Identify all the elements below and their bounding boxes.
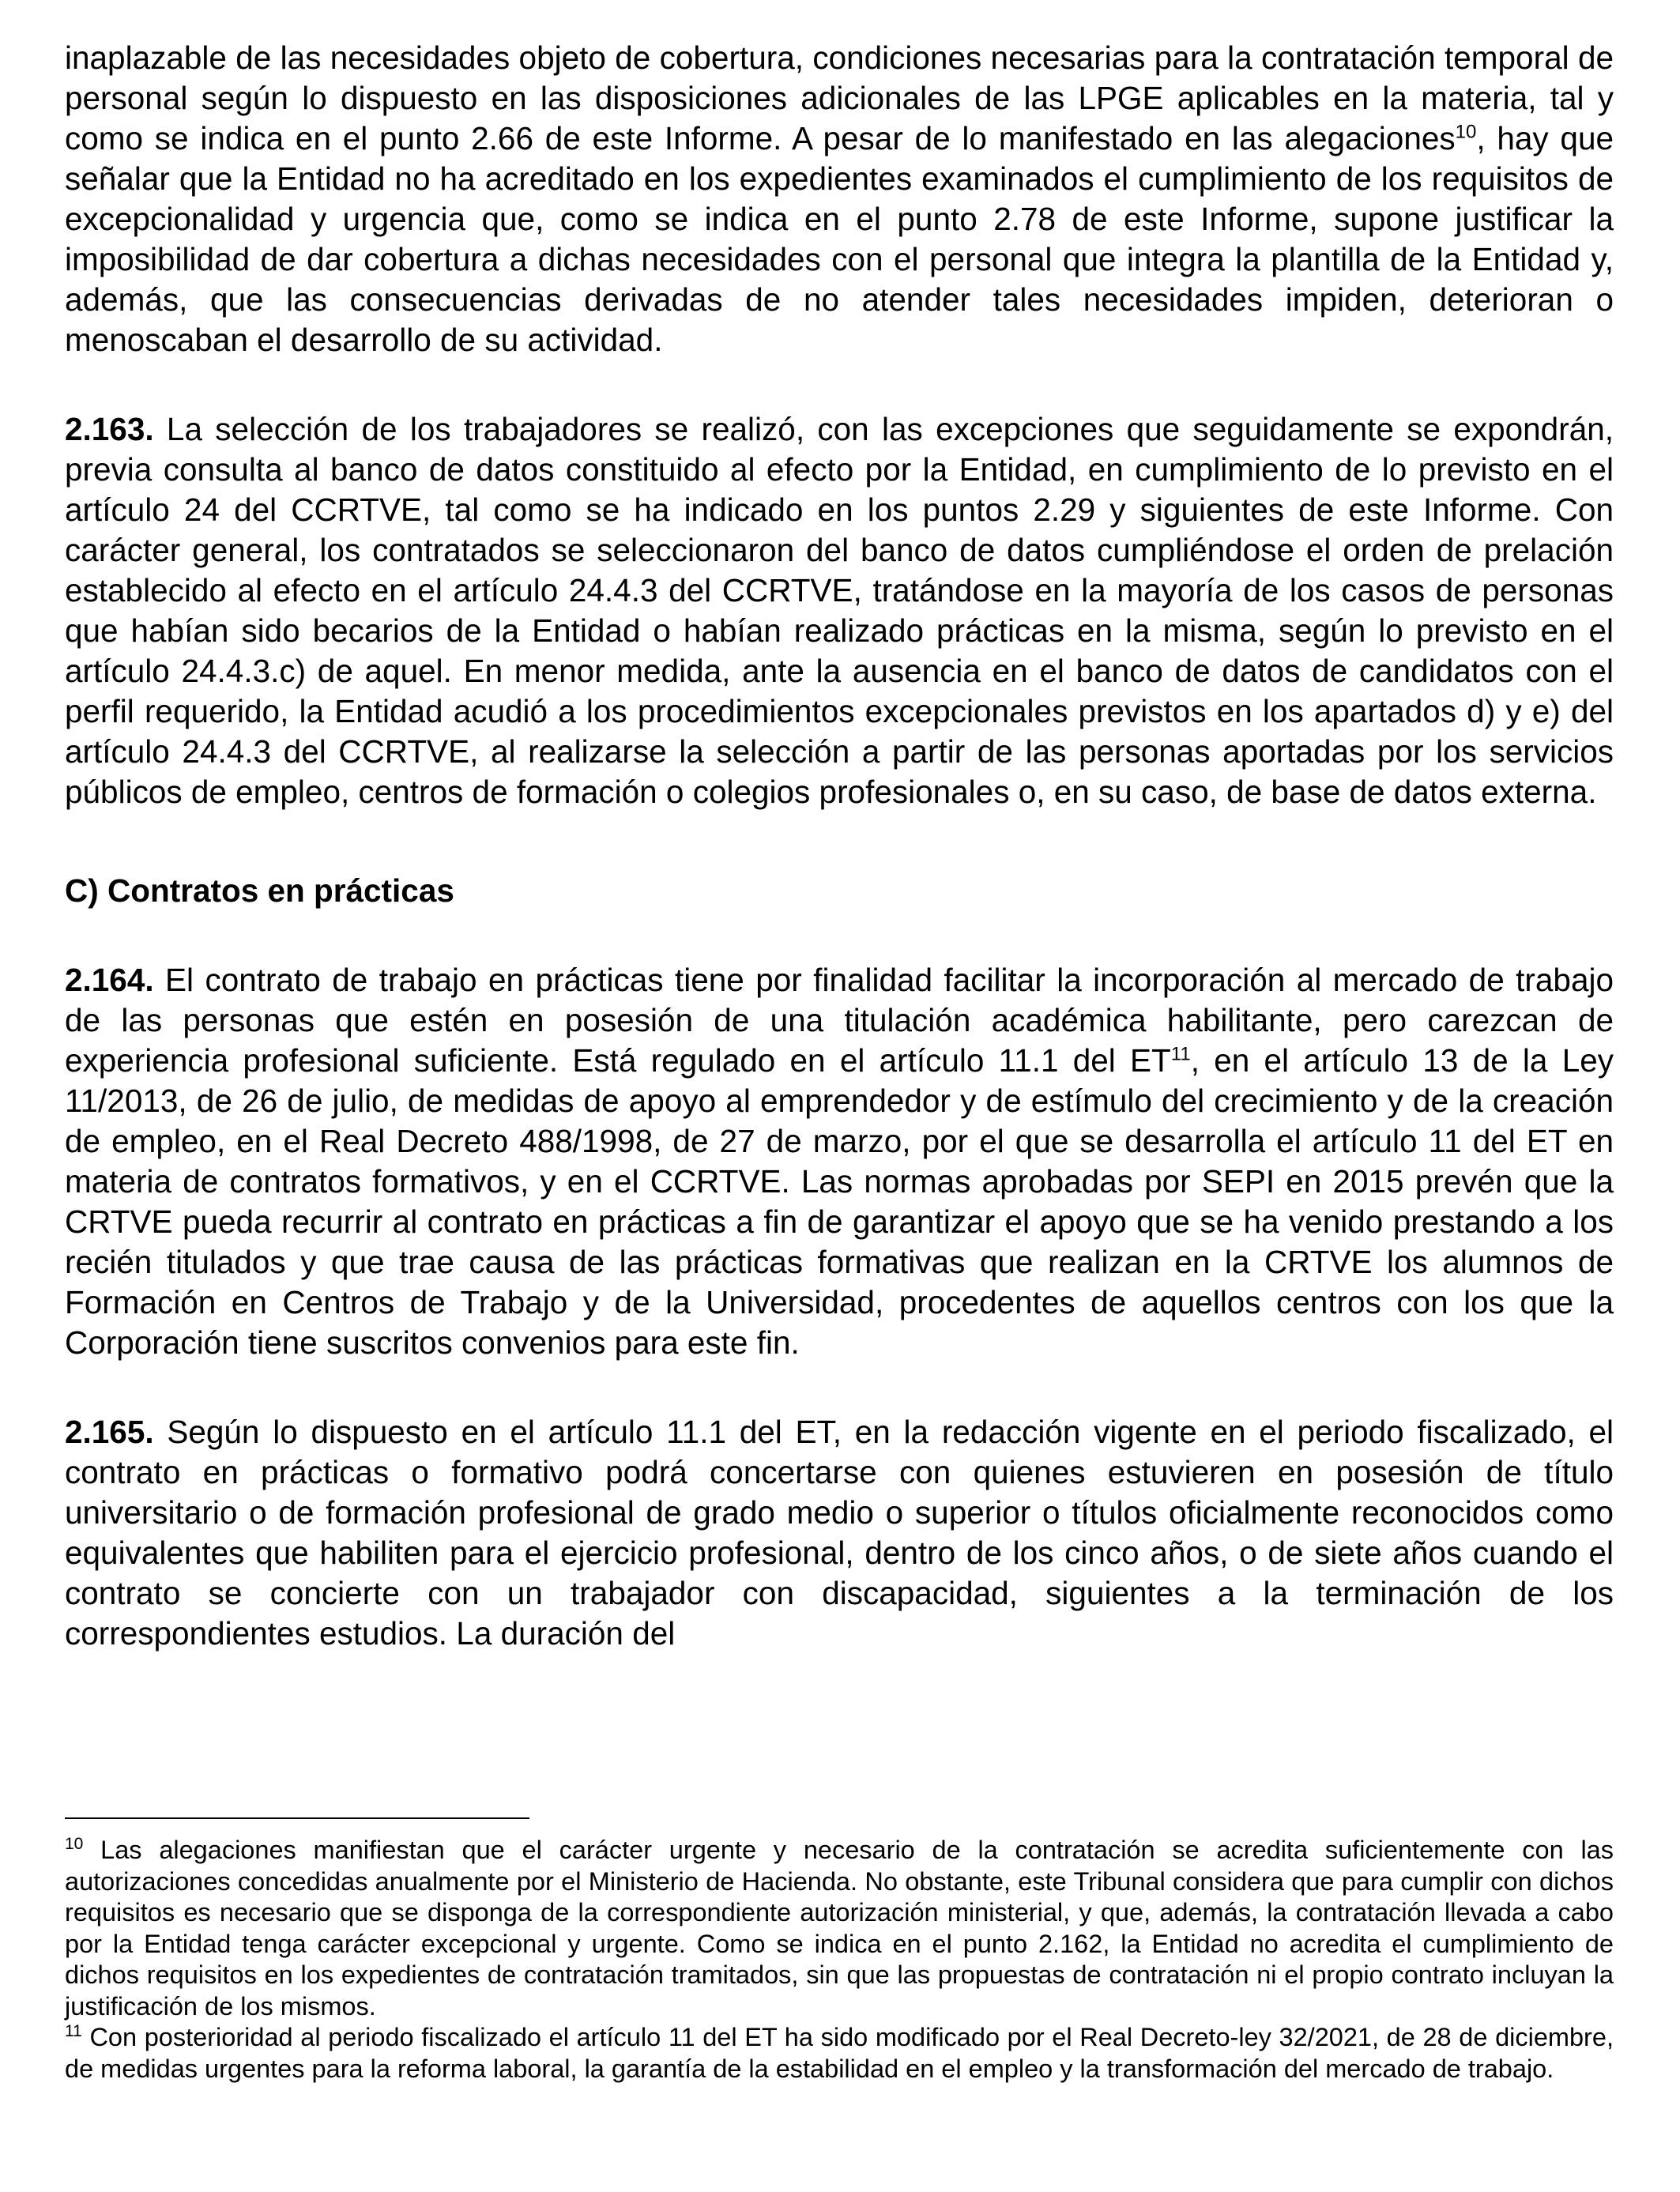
footnote-reference-10[interactable]: 10 bbox=[1455, 121, 1477, 143]
paragraph-text: La selección de los trabajadores se realizó, con las excepciones que seguidamente se expondrán, previa consulta al banco de datos constituido al efecto por la Entidad, en cumplimiento de lo previsto en el artículo 24 del CCRTVE, tal como se ha indicado en los puntos 2.29 y siguientes de este Informe. Con carácter general, los contratados se seleccionaron del banco de datos cumpliéndose el orden de prelación establecido al efecto en el artículo 24.4.3 del CCRTVE, tratándose en la mayoría de los casos de personas que habían sido becarios de la Entidad o habían realizado prácticas en la misma, según lo previsto en el artículo 24.4.3.c) de aquel. En menor medida, ante la ausencia en el banco de datos de candidatos con el perfil requerido, la Entidad acudió a los procedimientos excepcionales previstos en los apartados d) y e) del artículo 24.4.3 del CCRTVE, al realizarse la selección a partir de las personas aportadas por los servicios públicos de empleo, centros de formación o colegios profesionales o, en su caso, de base de datos externa. bbox=[65, 411, 1614, 810]
paragraph-gap bbox=[65, 911, 1614, 960]
paragraph-number: 2.163. bbox=[65, 411, 154, 447]
footnote-divider bbox=[65, 1817, 529, 1819]
paragraph-2-164 bbox=[65, 960, 1614, 1363]
paragraph-continuation bbox=[65, 38, 1614, 360]
paragraph-gap bbox=[65, 812, 1614, 871]
paragraph-2-165 bbox=[65, 1412, 1614, 1654]
footnote-reference-11[interactable]: 11 bbox=[1170, 1043, 1191, 1065]
paragraph-text: , en el artículo 13 de la Ley 11/2013, de 26 de julio, de medidas de apoyo al emprendedor y de estímulo del crecimiento y de la creación de empleo, en el Real Decreto 488/1998, de 27 de marzo, por el que se desarrolla el artículo 11 del ET en materia de contratos formativos, y en el CCRTVE. Las normas aprobadas por SEPI en 2015 prevén que la CRTVE pueda recurrir al contrato en prácticas a fin de garantizar el apoyo que se ha venido prestando a los recién titulados y que trae causa de las prácticas formativas que realizan en la CRTVE los alumnos de Formación en Centros de Trabajo y de la Universidad, procedentes de aquellos centros con los que la Corporación tiene suscritos convenios para este fin. bbox=[65, 1042, 1614, 1361]
footnote-10 bbox=[65, 1835, 1614, 2022]
footnote-text: Con posterioridad al periodo fiscalizado el artículo 11 del ET ha sido modificado por el Real Decreto-ley 32/2021, de 28 de diciembre, de medidas urgentes para la reforma laboral, la garantía de la estabilidad en el empleo y la transformación del mercado de trabajo. bbox=[65, 2023, 1614, 2083]
document-body bbox=[65, 38, 1614, 1654]
paragraph-gap bbox=[65, 1363, 1614, 1412]
paragraph-gap bbox=[65, 360, 1614, 409]
footnote-11 bbox=[65, 2022, 1614, 2085]
paragraph-number: 2.164. bbox=[65, 962, 154, 998]
paragraph-text: Según lo dispuesto en el artículo 11.1 del ET, en la redacción vigente en el periodo fiscalizado, el contrato en prácticas o formativo podrá concertarse con quienes estuvieren en posesión de título universitario o de formación profesional de grado medio o superior o títulos oficialmente reconocidos como equivalentes que habiliten para el ejercicio profesional, dentro de los cinco años, o de siete años cuando el contrato se concierte con un trabajador con discapacidad, siguientes a la terminación de los correspondientes estudios. La duración del bbox=[65, 1414, 1614, 1652]
section-heading: C) Contratos en prácticas bbox=[65, 872, 454, 909]
paragraph-number: 2.165. bbox=[65, 1414, 154, 1450]
footnote-marker: 10 bbox=[65, 1835, 84, 1854]
paragraph-2-163 bbox=[65, 409, 1614, 812]
paragraph-text: El contrato de trabajo en prácticas tiene por finalidad facilitar la incorporación al mercado de trabajo de las personas que estén en posesión de una titulación académica habilitante, pero carezcan de experiencia profesional suficiente. Está regulado en el artículo 11.1 del ET bbox=[65, 962, 1614, 1079]
footnote-marker: 11 bbox=[65, 2022, 82, 2041]
footnotes-section bbox=[65, 1835, 1614, 2085]
footnote-text: Las alegaciones manifiestan que el carácter urgente y necesario de la contratación se acredita suficientemente con las autorizaciones concedidas anualmente por el Ministerio de Hacienda. No obstante, este Tribunal considera que para cumplir con dichos requisitos es necesario que se disponga de la correspondiente autorización ministerial, y que, además, la contratación llevada a cabo por la Entidad tenga carácter excepcional y urgente. Como se indica en el punto 2.162, la Entidad no acredita el cumplimiento de dichos requisitos en los expedientes de contratación tramitados, sin que las propuestas de contratación ni el propio contrato incluyan la justificación de los mismos. bbox=[65, 1836, 1614, 2021]
paragraph-text: inaplazable de las necesidades objeto de cobertura, condiciones necesarias para la contratación temporal de personal según lo dispuesto en las disposiciones adicionales de las LPGE aplicables en la materia, tal y como se indica en el punto 2.66 de este Informe. A pesar de lo manifestado en las alegaciones bbox=[65, 40, 1614, 156]
paragraph-text: , hay que señalar que la Entidad no ha acreditado en los expedientes examinados el cumplimiento de los requisitos de excepcionalidad y urgencia que, como se indica en el punto 2.78 de este Informe, supone justificar la imposibilidad de dar cobertura a dichas necesidades con el personal que integra la plantilla de la Entidad y, además, que las consecuencias derivadas de no atender tales necesidades impiden, deterioran o menoscaban el desarrollo de su actividad. bbox=[65, 120, 1614, 358]
